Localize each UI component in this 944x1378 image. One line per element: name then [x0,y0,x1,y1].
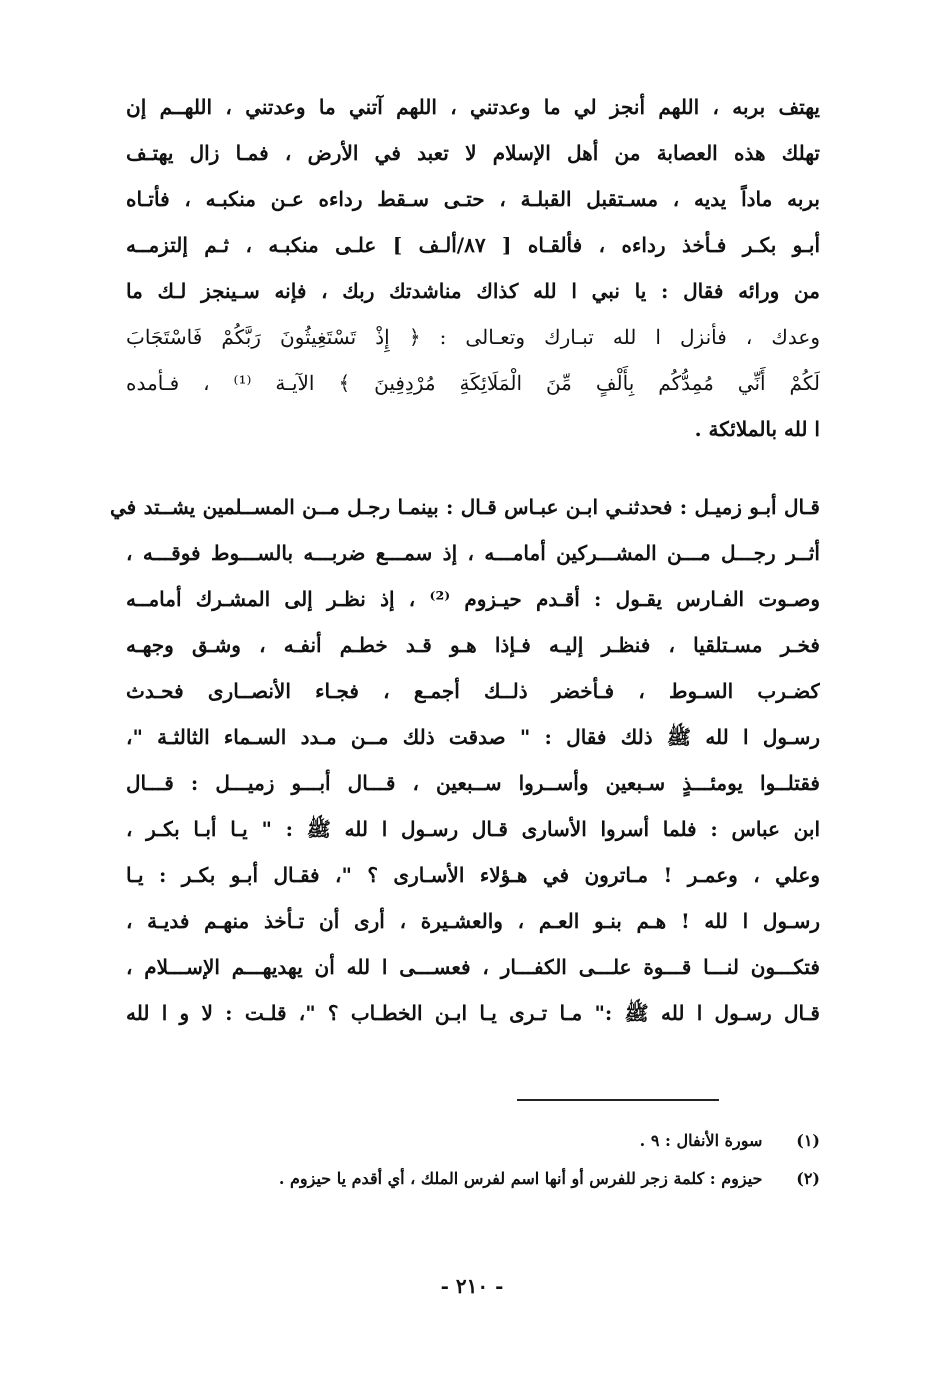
paragraph-2 [110,484,820,1036]
text-line: وعلي ، وعمـر ! مـاترون في هـؤلاء الأسـارى ؟ "، فقـال أبـو بكـر : يـا [126,863,820,887]
text-line: رسـول ا لله ! هـم بنـو العـم ، والعشـيرة ، أرى أن تـأخذ منهـم فديـة ، [126,909,820,933]
footnotes [126,1122,820,1198]
quran-verse-line: لَكُمْ أَنِّي مُمِدُّكُم بِأَلْفٍ مِّنَ الْمَلَائِكَةِ مُرْدِفِينَ ﴾ الآيـة ⁽¹⁾ ، فـأمده [126,371,820,395]
text-line: وصـوت الفـارس يقـول : أقـدم حيـزوم ⁽²⁾ ، إذ نظـر إلى المشـرك أمامــه [126,587,820,611]
paragraph-1 [126,84,820,452]
text-line: ابن عباس : فلما أسروا الأسارى قـال رسـول ا لله ﷺ : " يـا أبـا بكـر ، [126,817,820,841]
text-line: رسـول ا لله ﷺ ذلك فقال : " صدقت ذلك مــن مـدد السـماء الثالثـة "، [126,725,820,749]
text-line: أبـو بكـر فـأخذ رداءه ، فألقـاه [ ٨٧/ألـف ] علـى منكبـه ، ثـم إلتزمــه [126,233,820,257]
text-line: قـال أبـو زميـل : فحدثنـي ابـن عبـاس قـال : بينمـا رجـل مــن المســلمين يشــتد في [110,495,820,519]
text-line: بربه ماداً يديه ، مسـتقبل القبلـة ، حتـى سـقط رداءه عـن منكبـه ، فأتـاه [126,187,820,211]
text-line: قـال رسـول ا لله ﷺ :" مـا تـرى يـا ابـن الخطـاب ؟ "، قلـت : لا و ا لله [126,1001,820,1025]
page-number: - ٢١٠ - [440,1274,504,1298]
footnote-separator [517,1099,719,1101]
footnote-text: حيزوم : كلمة زجر للفرس أو أنها اسم لفرس الملك ، أي أقدم يا حيزوم . [278,1169,763,1188]
footnote-2 [126,1160,820,1198]
text-line: تهلك هذه العصابة من أهل الإسلام لا تعبد في الأرض ، فمـا زال يهتـف [126,141,820,165]
text-line: فتكـــون لنـــا قـــوة علـــى الكفـــار ، فعســـى ا لله أن يهديهـــم الإســـلام ، [126,955,820,979]
text-line: يهتف بربه ، اللهم أنجز لي ما وعدتني ، اللهم آتني ما وعدتني ، اللهــم إن [126,95,820,119]
quran-verse-line: وعدك ، فأنزل ا لله تبـارك وتعـالى : ﴿ إِذْ تَسْتَغِيثُونَ رَبَّكُمْ فَاسْتَجَابَ [126,325,820,349]
footnote-marker: (٢) [796,1169,820,1188]
text-line: كضـرب السـوط ، فـأخضر ذلــك أجمـع ، فجـاء الأنصــارى فحـدث [126,679,820,703]
footnote-marker: (١) [796,1131,820,1150]
footnote-text: سورة الأنفال : ٩ . [639,1131,763,1150]
text-line: أثــر رجـــل مـــن المشـــركين أمامـــه ، إذ سمـــع ضربـــه بالســـوط فوقـــه ، [126,541,820,565]
text-line: فقتلــوا يومئـــذٍ سـبعين وأســروا ســبعين ، قـــال أبـــو زميـــل : قـــال [126,771,820,795]
footnote-1 [126,1122,820,1160]
text-line: من ورائه فقال : يا نبي ا لله كذاك مناشدتك ربك ، فإنه سـينجز لـك ما [126,279,820,303]
text-line: فخـر مسـتلقيا ، فنظـر إليـه فـإذا هـو قـد خطـم أنفـه ، وشـق وجهـه [126,633,820,657]
text-line: ا لله بالملائكة . [694,417,820,441]
